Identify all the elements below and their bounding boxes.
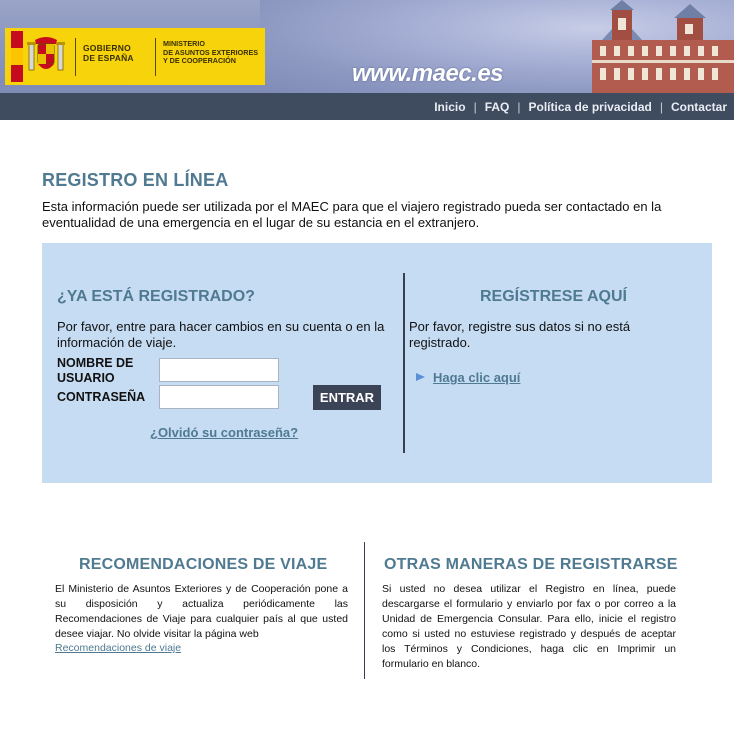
spain-flag-icon	[11, 31, 23, 82]
recommendations-link[interactable]: Recomendaciones de viaje	[55, 642, 182, 654]
register-text: Por favor, registre sus datos si no está registrado.	[409, 319, 631, 350]
palace-image	[582, 0, 734, 93]
login-text: Por favor, entre para hacer cambios en su cuenta o en la información de viaje.	[57, 319, 385, 350]
nav-contact-link[interactable]: Contactar	[670, 100, 727, 114]
recommendations-text: El Ministerio de Asuntos Exteriores y de Cooperación pone a su disposición y actualiza periódicamente las Recomendaciones de Viaje para cualquier país al que usted desee viajar. No olvide visitar la página web	[55, 583, 348, 640]
nav-privacy-link[interactable]: Política de privacidad	[528, 100, 652, 114]
header-banner	[0, 0, 734, 93]
panel-divider	[403, 273, 405, 453]
top-nav: Inicio | FAQ | Política de privacidad | Contactar	[434, 100, 727, 114]
nav-faq-link[interactable]: FAQ	[484, 100, 510, 114]
register-title: REGÍSTRESE AQUÍ	[480, 288, 627, 305]
top-nav-bar	[0, 93, 734, 120]
arrow-right-icon	[416, 373, 425, 381]
forgot-password-link[interactable]: ¿Olvidó su contraseña?	[150, 425, 299, 440]
other-ways-text: Si usted no desea utilizar el Registro en línea, puede descargarse el formulario y enviarlo por fax o por correo a la Unidad de Emergencia Consular. Para ello, inicie el registro como si usted no estuviese registrado y después de aceptar los Términos y Condiciones, haga clic en Imprimir un formulario en blanco.	[382, 583, 676, 670]
recommendations-title: RECOMENDACIONES DE VIAJE	[79, 556, 328, 573]
password-input[interactable]	[159, 385, 279, 409]
password-label: CONTRASEÑA	[57, 390, 146, 404]
register-link[interactable]: Haga clic aquí	[433, 370, 521, 385]
page-title: REGISTRO EN LÍNEA	[42, 170, 229, 190]
government-logo	[5, 28, 265, 85]
other-ways-title: OTRAS MANERAS DE REGISTRARSE	[384, 556, 678, 573]
ministry-name: MINISTERIO DE ASUNTOS EXTERIORES Y DE COOPERACIÓN	[163, 39, 259, 66]
intro-text: Esta información puede ser utilizada por el MAEC para que el viajero registrado pueda ser contactado en la eventualidad de una emergencia en el lugar de su estancia en el extranjero.	[42, 199, 662, 230]
login-title: ¿YA ESTÁ REGISTRADO?	[57, 288, 255, 305]
site-logo: www.maec.es	[352, 60, 504, 87]
username-label: NOMBRE DE USUARIO	[57, 356, 134, 385]
bottom-divider	[364, 542, 365, 679]
username-input[interactable]	[159, 358, 279, 382]
government-name: GOBIERNO DE ESPAÑA	[83, 43, 134, 63]
nav-inicio-link[interactable]: Inicio	[434, 100, 466, 114]
login-button[interactable]: ENTRAR	[313, 385, 381, 410]
login-register-panel	[42, 243, 712, 483]
coat-of-arms-icon	[27, 34, 65, 78]
